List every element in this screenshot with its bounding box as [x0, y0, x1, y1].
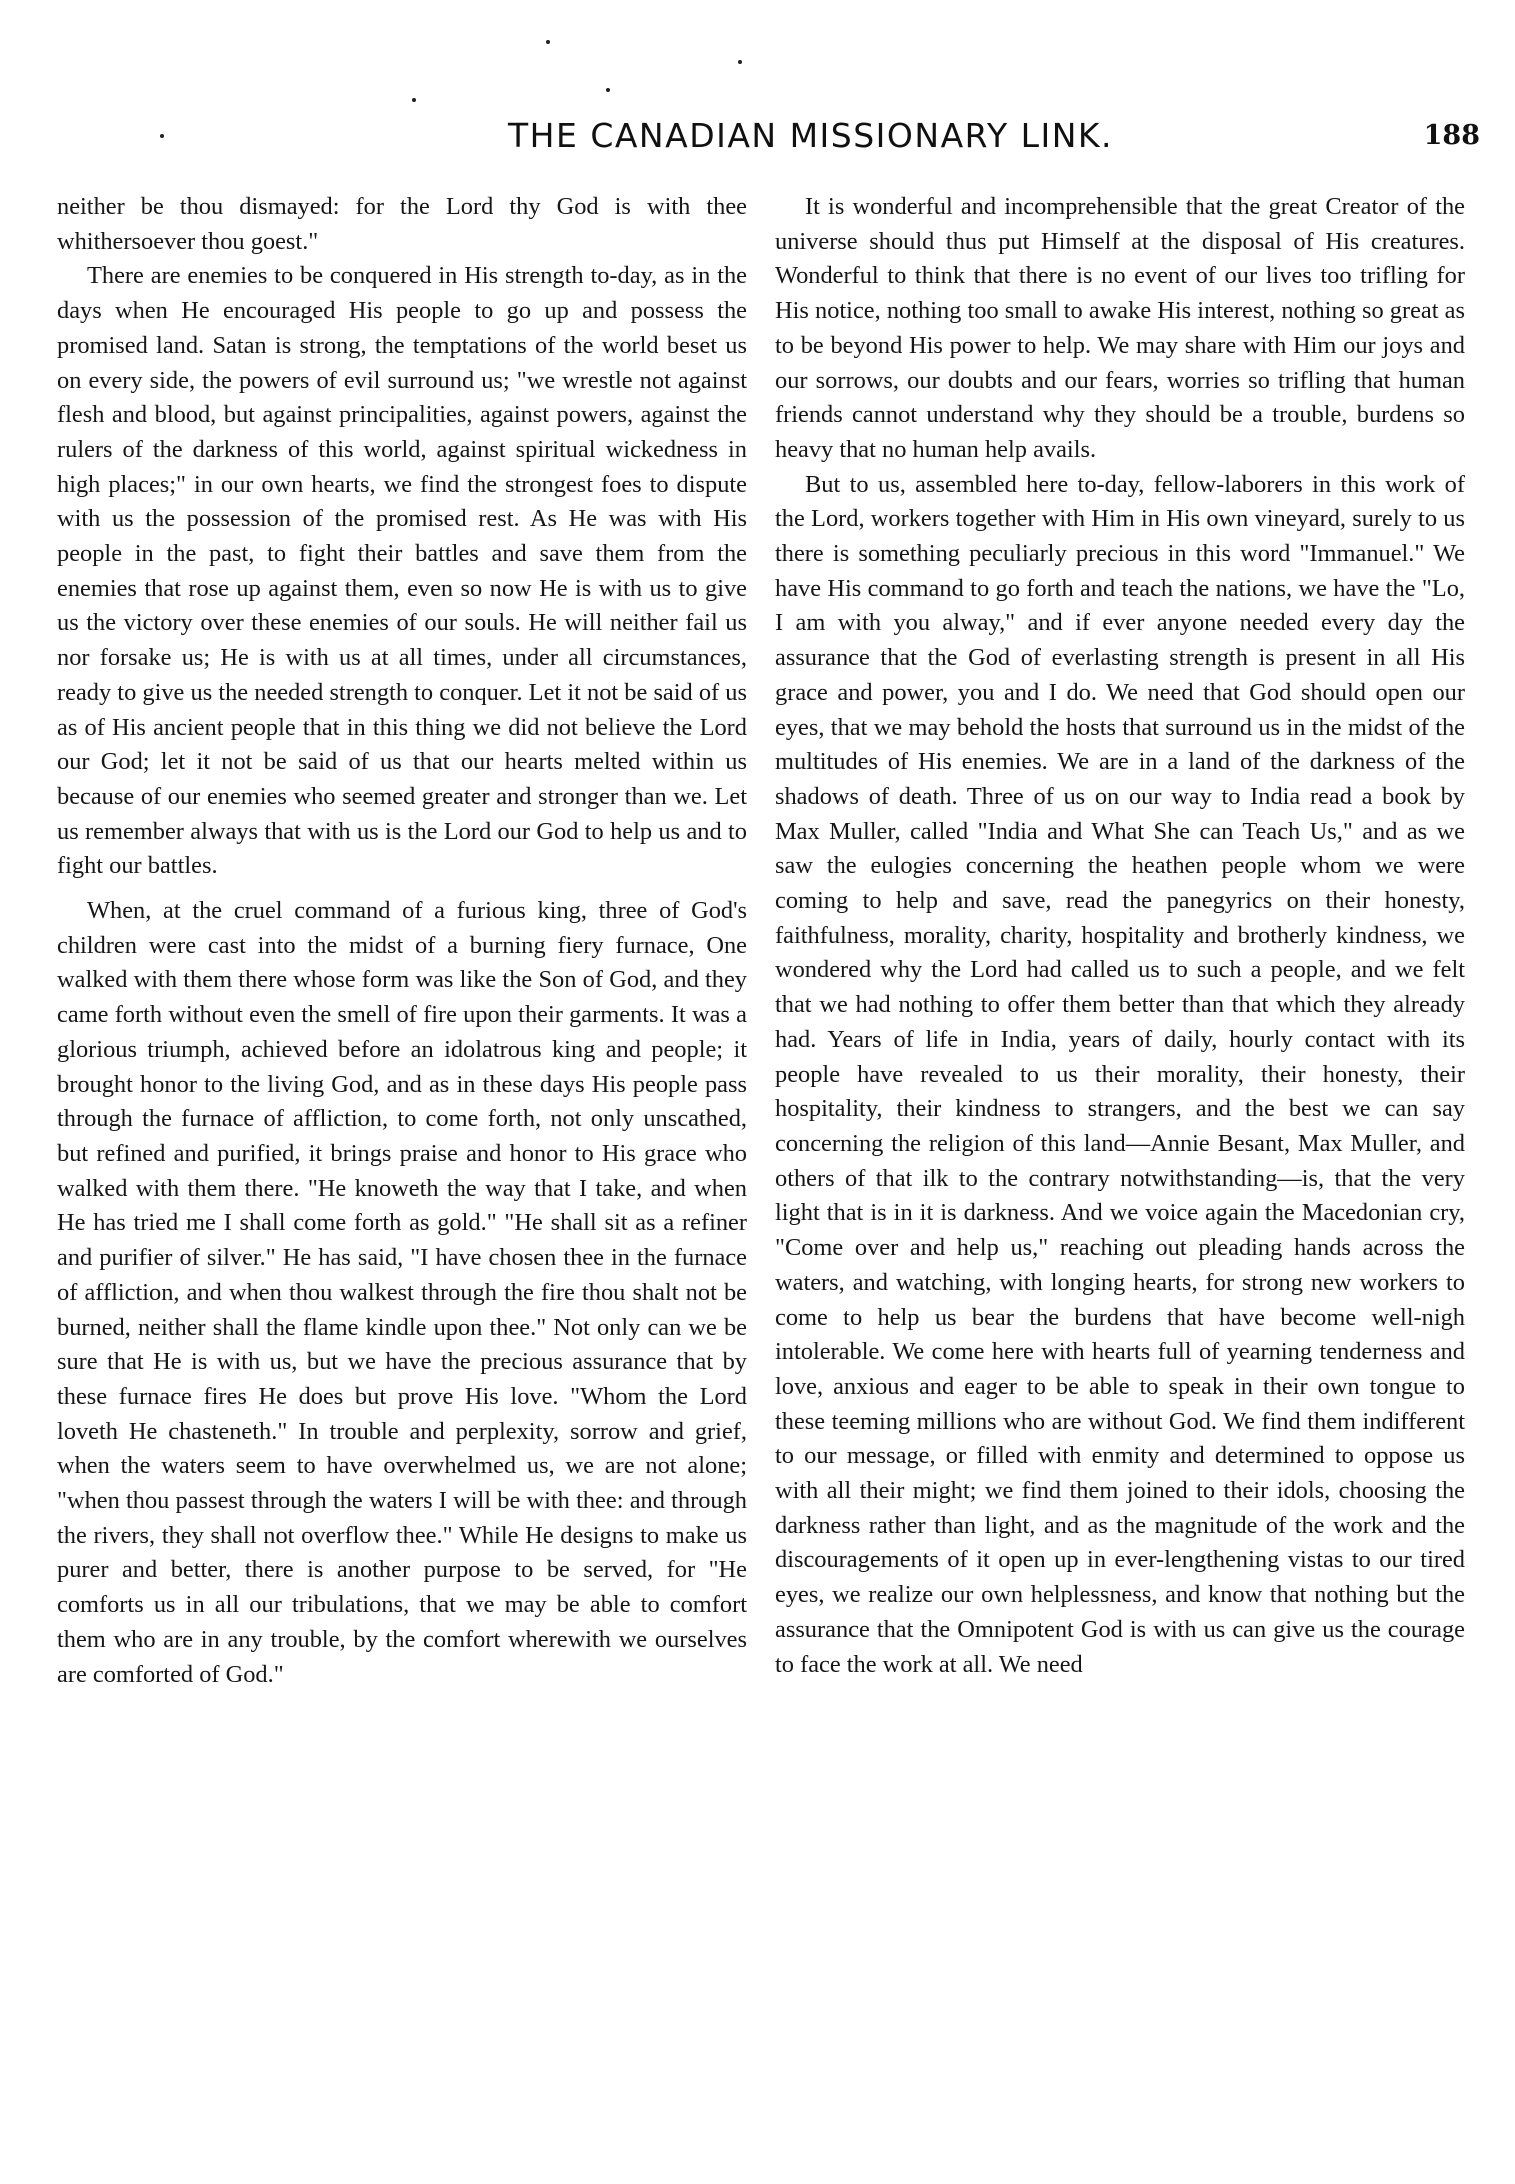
paragraph: But to us, assembled here to-day, fellow-laborers in this work of the Lord, workers together with Him in His own vineyard, surely to us there is something peculiarly precious in this word "Immanuel." We have His command to go forth and teach the nations, we have the "Lo, I am with you alway," and if ever anyone needed every day the assurance that the God of everlasting strength is present in all His grace and power, you and I do. We need that God should open our eyes, that we may behold the hosts that surround us in the midst of the multitudes of His enemies. We are in a land of the darkness of the shadows of death. Three of us on our way to India read a book by Max Muller, called "India and What She can Teach Us," and as we saw the eulogies concerning the heathen people whom we were coming to help and save, read the panegyrics on their honesty, faithfulness, morality, charity, hospitality and brotherly kindness, we wondered why the Lord had called us to such a people, and we felt that we had nothing to offer them better than that which they already had. Years of life in India, years of daily, hourly contact with its people have revealed to us their morality, their honesty, their hospitality, their kindness to strangers, and the best we can say concerning the religion of this land—Annie Besant, Max Muller, and others of that ilk to the contrary notwithstanding—is, that the very light that is in it is darkness. And we voice again the Macedonian cry, "Come over and help us," reaching out pleading hands across the waters, and watching, with longing hearts, for strong new workers to come to help us bear the burdens that have become well-nigh intolerable. We come here with hearts full of yearning tenderness and love, anxious and eager to be able to speak in their own tongue to these teeming millions who are without God. We find them indifferent to our message, or filled with enmity and determined to oppose us with all their might; we find them joined to their idols, choosing the darkness rather than light, and as the magnitude of the work and the discouragements of it open up in ever-lengthening vistas to our tired eyes, we realize our own helplessness, and know that nothing but the assurance that the Omnipotent God is with us can give us the courage to face the work at all. We need: [775, 470, 1465, 1678]
page-number: 188: [1423, 120, 1480, 151]
left-column: [57, 190, 747, 1692]
scan-speck: [546, 40, 550, 44]
paragraph: It is wonderful and incomprehensible that the great Creator of the universe should thus put Himself at the disposal of His creatures. Wonderful to think that there is no event of our lives too trifling for His notice, nothing too small to awake His interest, nothing so great as to be beyond His power to help. We may share with Him our joys and our sorrows, our doubts and our fears, worries so trifling that human friends cannot understand why they should be a trouble, burdens so heavy that no human help avails.: [775, 193, 1465, 463]
scan-speck: [738, 60, 742, 64]
paragraph: There are enemies to be conquered in His strength to-day, as in the days when He encouraged His people to go up and possess the promised land. Satan is strong, the temptations of the world beset us on every side, the powers of evil surround us; "we wrestle not against flesh and blood, but against principalities, against powers, against the rulers of the darkness of this world, against spiritual wickedness in high places;" in our own hearts, we find the strongest foes to dispute with us the possession of the promised rest. As He was with His people in the past, to fight their battles and save them from the enemies that rose up against them, even so now He is with us to give us the victory over these enemies of our souls. He will neither fail us nor forsake us; He is with us at all times, under all circumstances, ready to give us the needed strength to conquer. Let it not be said of us as of His ancient people that in this thing we did not believe the Lord our God; let it not be said of us that our hearts melted within us because of our enemies who seemed greater and stronger than we. Let us remember always that with us is the Lord our God to help us and to fight our battles.: [57, 262, 747, 880]
paragraph: When, at the cruel command of a furious king, three of God's children were cast into the midst of a burning fiery furnace, One walked with them there whose form was like the Son of God, and they came forth without even the smell of fire upon their garments. It was a glorious triumph, achieved before an idolatrous king and people; it brought honor to the living God, and as in these days His people pass through the furnace of affliction, to come forth, not only unscathed, but refined and purified, it brings praise and honor to His grace who walked with them there. "He knoweth the way that I take, and when He has tried me I shall come forth as gold." "He shall sit as a refiner and purifier of silver." He has said, "I have chosen thee in the furnace of affliction, and when thou walkest through the fire thou shalt not be burned, neither shall the flame kindle upon thee." Not only can we be sure that He is with us, but we have the precious assurance that by these furnace fires He does but prove His love. "Whom the Lord loveth He chasteneth." In trouble and perplexity, sorrow and grief, when the waters seem to have overwhelmed us, we are not alone; "when thou passest through the waters I will be with thee: and through the rivers, they shall not overflow thee." While He designs to make us purer and better, there is another purpose to be served, for "He comforts us in all our tribulations, that we may be able to comfort them who are in any trouble, by the comfort wherewith we ourselves are comforted of God.": [57, 897, 747, 1688]
running-header: [60, 110, 1480, 170]
scan-speck: [606, 88, 610, 92]
scan-speck: [412, 98, 416, 102]
journal-title: THE CANADIAN MISSIONARY LINK.: [508, 116, 1114, 155]
right-column: [775, 190, 1465, 1682]
paragraph-continued: neither be thou dismayed: for the Lord thy God is with thee whithersoever thou goest.": [57, 193, 747, 255]
